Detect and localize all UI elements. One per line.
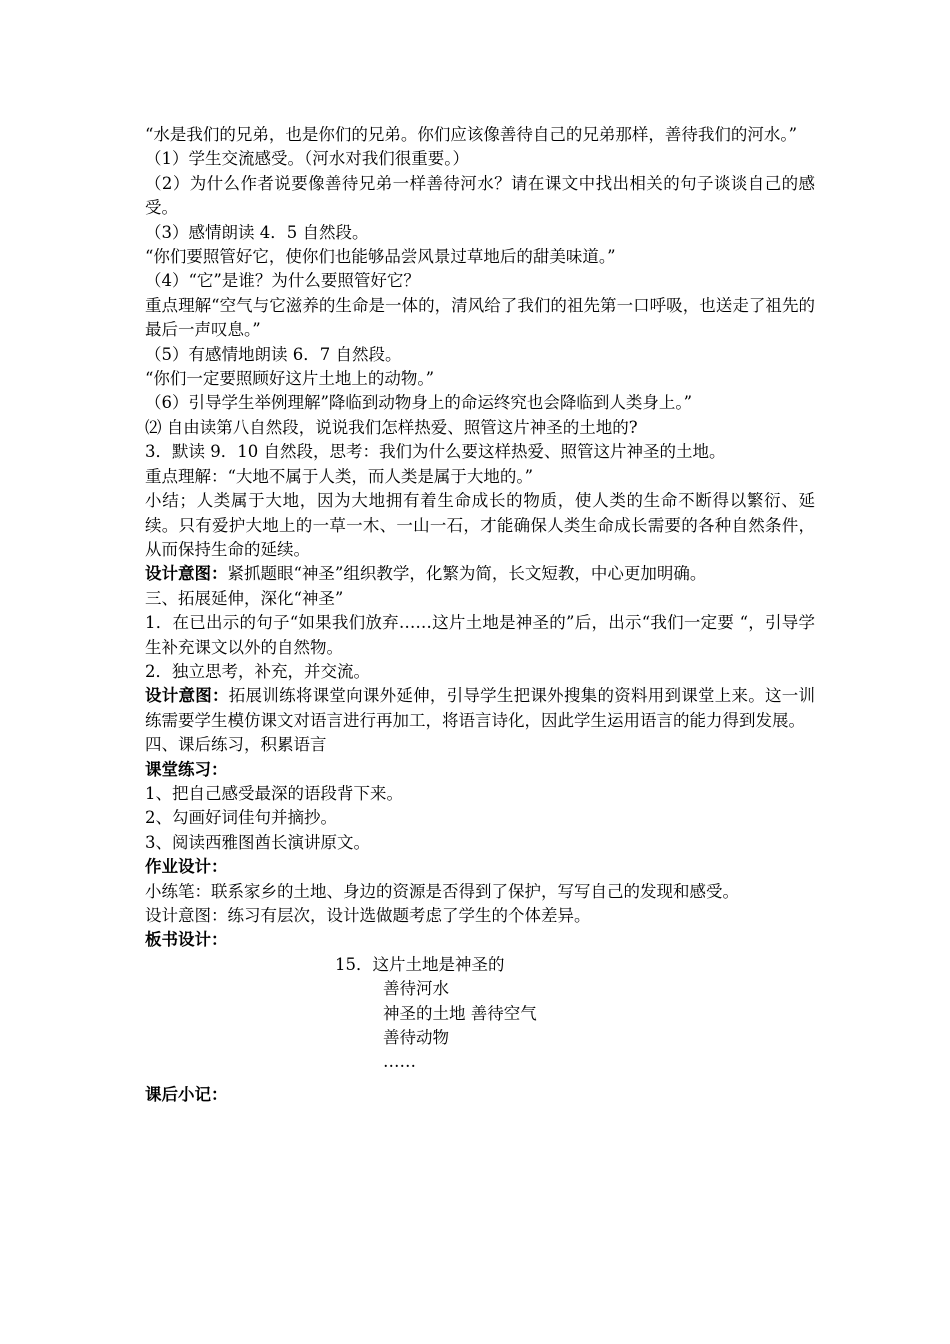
design-intent-text: 拓展训练将课堂向课外延伸，引导学生把课外搜集的资料用到课堂上来。这一训练需要学生模仿课文对语言进行再加工，将语言诗化，因此学生运用语言的能力得到发展。	[145, 686, 816, 730]
extension-step-2: 2．独立思考，补充，并交流。	[145, 661, 370, 681]
section-3-heading: 三、拓展延伸，深化“神圣”	[145, 588, 344, 608]
step-read-paragraph-8: ⑵ 自由读第八自然段，说说我们怎样热爱、照管这片神圣的土地的?	[145, 417, 638, 437]
exercise-item-1: 1、把自己感受最深的语段背下来。	[145, 783, 403, 803]
step-2: （2）为什么作者说要像善待兄弟一样善待河水？请在课文中找出相关的句子谈谈自己的感受。	[145, 173, 815, 218]
exercise-item-2: 2、勾画好词佳句并摘抄。	[145, 808, 337, 828]
step-silent-read: 3．默读 9．10 自然段，思考：我们为什么要这样热爱、照管这片神圣的土地。	[145, 442, 726, 462]
step-5: （5）有感情地朗读 6．7 自然段。	[145, 344, 402, 364]
lesson-plan-body	[145, 123, 815, 1107]
homework-design-intent: 设计意图：练习有层次，设计选做题考虑了学生的个体差异。	[145, 906, 591, 925]
board-item-air: 神圣的土地 善待空气	[383, 1003, 537, 1023]
quote-river: “水是我们的兄弟，也是你们的兄弟。你们应该像善待自己的兄弟那样，善待我们的河水。”	[145, 125, 798, 144]
summary: 小结；人类属于大地，因为大地拥有着生命成长的物质，使人类的生命不断得以繁衍、延续。只有爱护大地上的一草一木、一山一石，才能确保人类生命成长需要的各种自然条件，从而保持生命的延续。	[145, 491, 815, 559]
section-4-heading: 四、课后练习，积累语言	[145, 735, 327, 755]
board-title: 15．这片土地是神圣的	[335, 954, 505, 974]
after-class-notes-heading: 课后小记：	[145, 1084, 228, 1104]
key-understanding-air: 重点理解“空气与它滋养的生命是一体的，清风给了我们的祖先第一口呼吸，也送走了祖先的最后一声叹息。”	[145, 295, 815, 340]
design-intent-1	[145, 562, 815, 586]
step-4: （4）“它”是谁？为什么要照管好它？	[145, 271, 420, 291]
step-6: （6）引导学生举例理解”降临到动物身上的命运终究也会降临到人类身上。”	[145, 393, 693, 413]
step-3: （3）感情朗读 4．5 自然段。	[145, 222, 369, 242]
design-intent-text: 紧抓题眼“神圣”组织教学，化繁为简，长文短教，中心更加明确。	[227, 564, 707, 584]
step-1: （1）学生交流感受。（河水对我们很重要。）	[145, 149, 469, 169]
homework-heading: 作业设计：	[145, 857, 228, 877]
design-intent-label: 设计意图：	[145, 564, 228, 584]
board-item-river: 善待河水	[383, 979, 449, 999]
quote-air: “你们要照管好它，使你们也能够品尝风景过草地后的甜美味道。”	[145, 247, 616, 267]
blackboard-heading: 板书设计：	[145, 930, 228, 950]
design-intent-2	[145, 684, 815, 733]
quote-animals: “你们一定要照顾好这片土地上的动物。”	[145, 369, 435, 389]
board-item-ellipsis: ……	[383, 1052, 416, 1072]
exercise-item-3: 3、阅读西雅图酋长演讲原文。	[145, 832, 370, 852]
key-understanding-earth: 重点理解：“大地不属于人类，而人类是属于大地的。”	[145, 466, 534, 486]
homework-text: 小练笔：联系家乡的土地、身边的资源是否得到了保护，写写自己的发现和感受。	[145, 881, 739, 901]
extension-step-1: 1．在已出示的句子“如果我们放弃……这片土地是神圣的”后，出示“我们一定要 “，引导学生补充课文以外的自然物。	[145, 613, 815, 657]
classroom-exercise-heading: 课堂练习：	[145, 759, 228, 779]
design-intent-label: 设计意图：	[145, 686, 229, 706]
board-item-animals: 善待动物	[383, 1028, 449, 1047]
blackboard-design	[145, 953, 815, 1075]
